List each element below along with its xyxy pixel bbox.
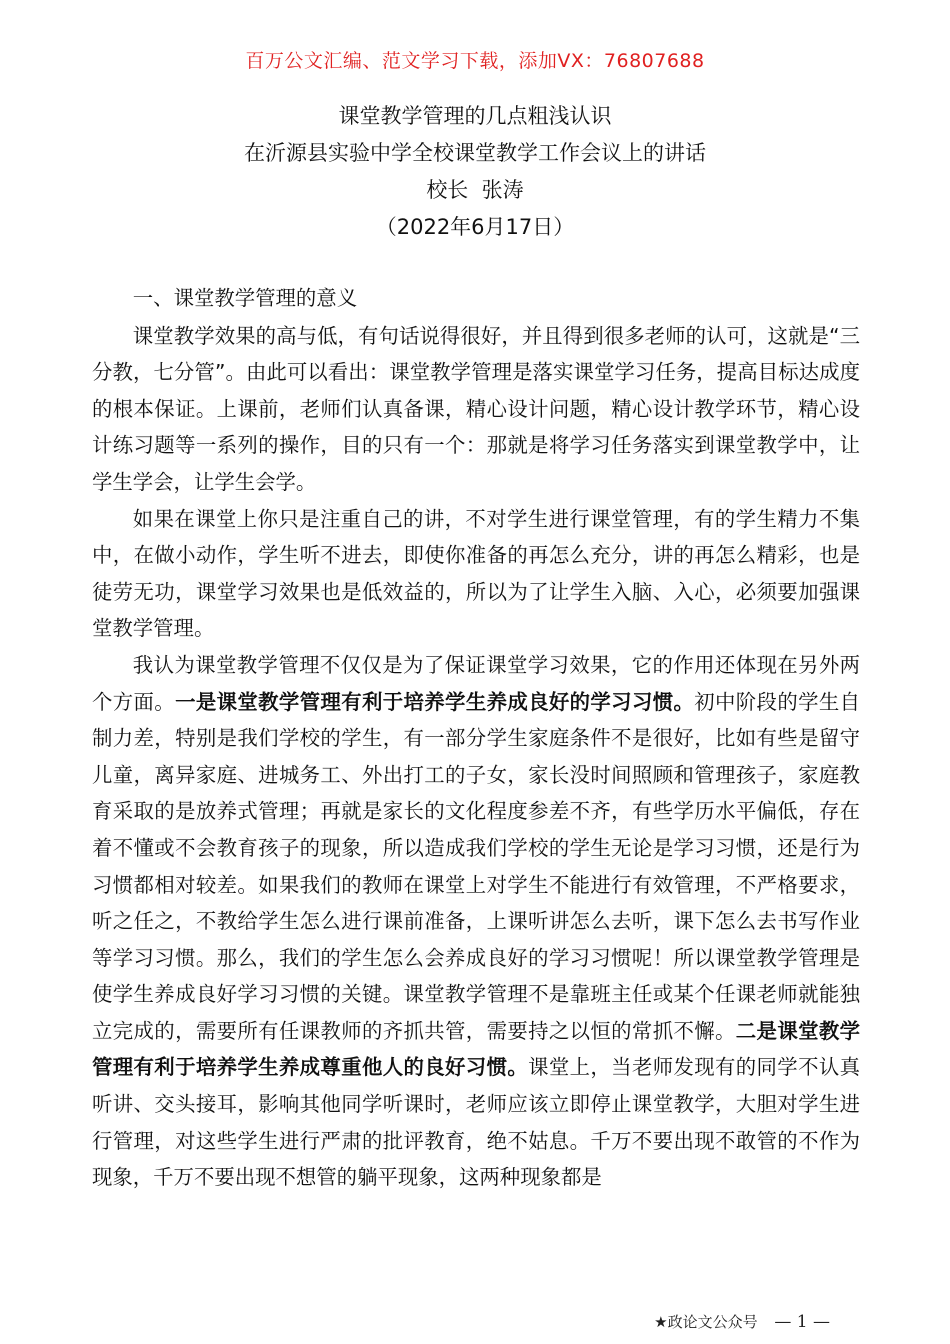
author-line: 校长 张涛 [426,178,524,202]
paragraph-3 [92,647,860,1196]
paragraph-3-text-b: 初中阶段的学生自制力差，特别是我们学校的学生，有一部分学生家庭条件不是很好，比如有些是留守儿童，离异家庭、进城务工、外出打工的子女，家长没时间照顾和管理孩子，家庭教育采取的是放养式管理；再就是家长的文化程度参差不齐，有些学历水平偏低，存在着不懂或不会教育孩子的现象，所以造成我们学校的学生无论是学习习惯，还是行为习惯都相对较差。如果我们的教师在课堂上对学生不能进行有效管理，不严格要求，听之任之，不教给学生怎么进行课前准备，上课听讲怎么去听，课下怎么去书写作业等学习习惯。那么，我们的学生怎么会养成良好的学习习惯呢！所以课堂教学管理是使学生养成良好学习习惯的关键。课堂教学管理不是靠班主任或某个任课老师就能独立完成的，需要所有任课教师的齐抓共管，需要持之以恒的常抓不懈。 [92,689,861,1043]
paragraph-3-text-a: 我认为课堂教学管理不仅仅是为了保证课堂学习效果，它的作用还体现在另外两个方面。 [92,652,860,714]
watermark-banner: 百万公文汇编、范文学习下载，添加VX：76807688 [245,50,705,72]
page-footer [654,1311,830,1332]
paragraph-3-text-c: 课堂上，当老师发现有的同学不认真听讲、交头接耳，影响其他同学听课时，老师应该立即停止课堂教学，大胆对学生进行管理，对这些学生进行严肃的批评教育，绝不姑息。千万不要出现不敢管的不作为现象，千万不要出现不想管的躺平现象，这两种现象都是 [92,1055,861,1190]
title-block [0,98,950,246]
point-two-bold: 二是课堂教学管理有利于培养学生养成尊重他人的良好习惯。 [92,1018,861,1080]
paragraph-2: 如果在课堂上你只是注重自己的讲，不对学生进行课堂管理，有的学生精力不集中，在做小动作，学生听不进去，即使你准备的再怎么充分，讲的再怎么精彩，也是徒劳无功，课堂学习效果也是低效益的，所以为了让学生入脑、入心，必须要加强课堂教学管理。 [92,506,860,641]
body-content [92,280,860,1196]
paragraph-1: 课堂教学效果的高与低，有句话说得很好，并且得到很多老师的认可，这就是“三分教，七分管”。由此可以看出：课堂教学管理是落实课堂学习任务，提高目标达成度的根本保证。上课前，老师们认真备课，精心设计问题，精心设计教学环节，精心设计练习题等一系列的操作，目的只有一个：那就是将学习任务落实到课堂教学中，让学生学会，让学生会学。 [92,323,860,494]
point-one-bold: 一是课堂教学管理有利于培养学生养成良好的学习习惯。 [175,689,695,714]
document-subtitle: 在沂源县实验中学全校课堂教学工作会议上的讲话 [244,141,706,165]
page-number: — 1 — [774,1312,830,1332]
footer-source: ★政论文公众号 [654,1313,758,1331]
section-heading: 一、课堂教学管理的意义 [132,286,358,310]
date-line: （2022年6月17日） [375,215,575,239]
document-title: 课堂教学管理的几点粗浅认识 [338,104,612,128]
